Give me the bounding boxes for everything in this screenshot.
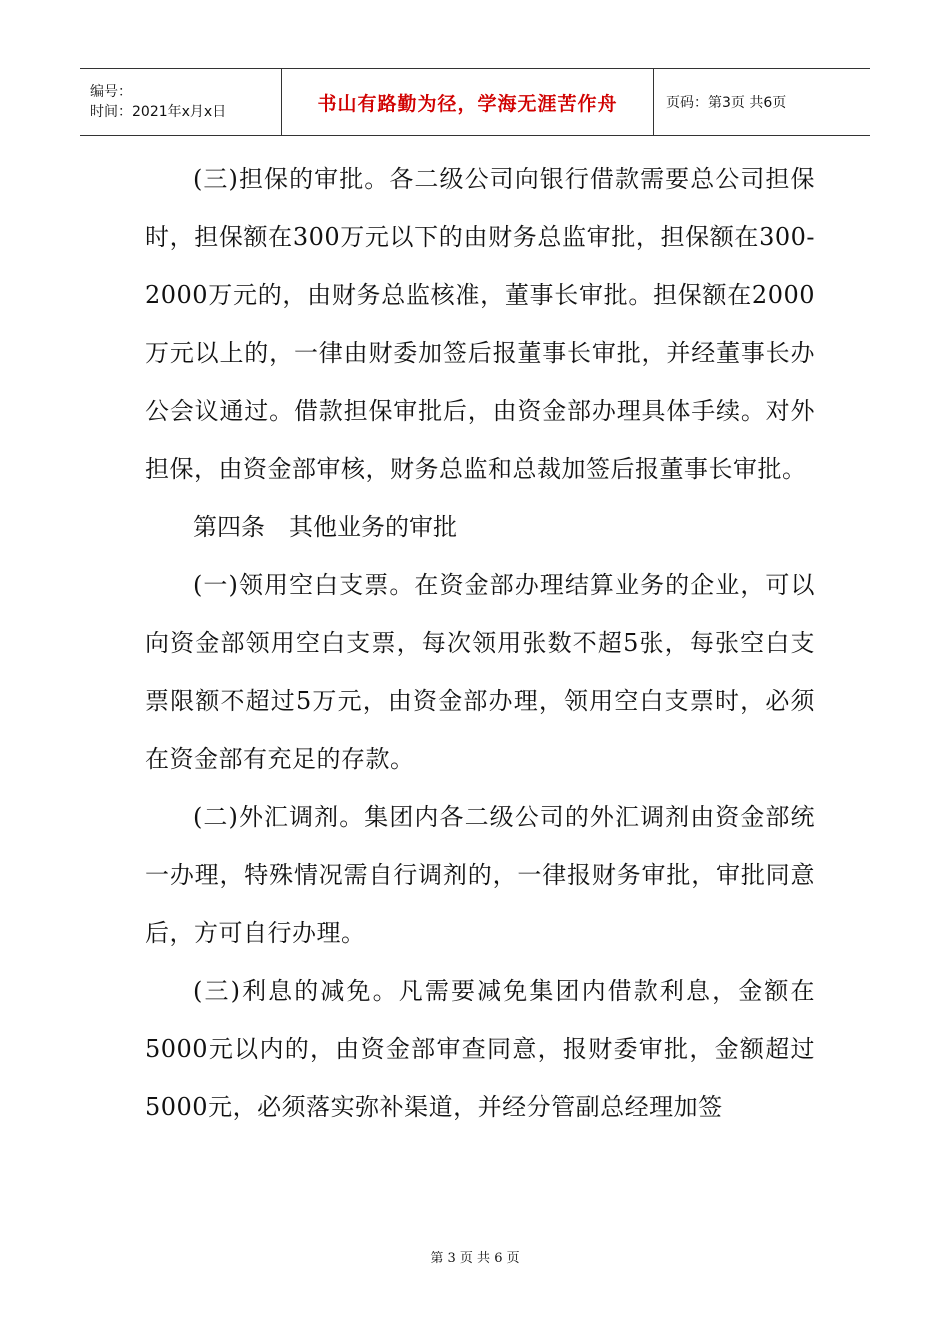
paragraph-guarantee-approval: (三)担保的审批。各二级公司向银行借款需要总公司担保时，担保额在300万元以下的由财务总监审批，担保额在300-2000万元的，由财务总监核准，董事长审批。担保额在2000万元以上的，一律由财委加签后报董事长审批，并经董事长办公会议通过。借款担保审批后，由资金部办理具体手续。对外担保，由资金部审核，财务总监和总裁加签后报董事长审批。	[145, 165, 815, 483]
page-header	[80, 68, 870, 136]
document-body	[145, 150, 815, 1136]
header-page-cell	[654, 69, 870, 135]
paragraph-blank-cheque: (一)领用空白支票。在资金部办理结算业务的企业，可以向资金部领用空白支票，每次领用张数不超5张，每张空白支票限额不超过5万元，由资金部办理，领用空白支票时，必须在资金部有充足的存款。	[145, 571, 815, 773]
paragraph-interest-waiver: (三)利息的减免。凡需要减免集团内借款利息，金额在5000元以内的，由资金部审查同意，报财委审批，金额超过5000元，必须落实弥补渠道，并经分管副总经理加签	[145, 977, 815, 1121]
header-meta	[80, 69, 282, 135]
document-time-label: 时间：2021年x月x日	[90, 104, 227, 120]
header-page-info: 页码：第3页 共6页	[666, 95, 787, 111]
document-number-label: 编号：	[90, 84, 132, 100]
paragraph-forex-adjustment: (二)外汇调剂。集团内各二级公司的外汇调剂由资金部统一办理，特殊情况需自行调剂的，一律报财务审批，审批同意后，方可自行办理。	[145, 803, 815, 947]
page-footer: 第 3 页 共 6 页	[430, 1251, 520, 1266]
article-heading: 第四条 其他业务的审批	[193, 513, 457, 541]
header-motto-cell	[282, 69, 654, 135]
header-motto: 书山有路勤为径，学海无涯苦作舟	[317, 92, 618, 115]
